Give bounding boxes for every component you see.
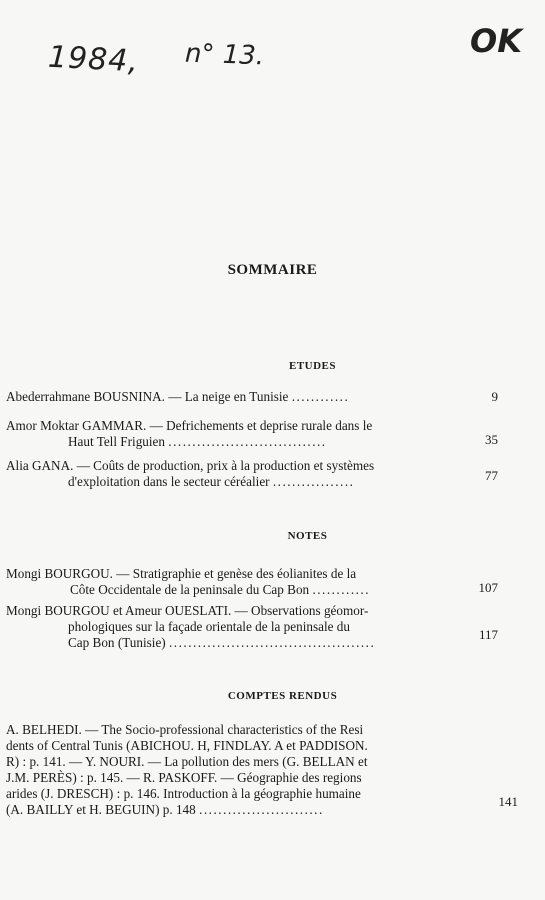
leader-dots: ............ — [312, 582, 370, 597]
handwritten-ok-mark: OK — [470, 22, 522, 60]
entry-text: R) : p. 141. — Y. NOURI. — La pollution des mers (G. BELLAN et — [6, 754, 368, 769]
entry-text: arides (J. DRESCH) : p. 146. Introduction à la géographie humaine — [6, 786, 361, 801]
handwritten-year: 1984, — [47, 39, 140, 80]
leader-dots: ........................................... — [169, 635, 376, 650]
leader-dots: .......................... — [199, 802, 324, 817]
leader-dots: ............ — [291, 389, 350, 404]
entry-text: A. BELHEDI. — The Socio-professional characteristics of the Resi — [6, 722, 364, 737]
section-heading-comptes-rendus: COMPTES RENDUS — [227, 690, 338, 702]
entry-line — [6, 566, 496, 582]
section-heading-notes: NOTES — [287, 530, 328, 542]
toc-entry[interactable] — [6, 566, 496, 598]
entry-line — [6, 770, 506, 786]
entry-text: Alia GANA. — Coûts de production, prix à la production et systèmes — [6, 458, 375, 473]
entry-text: (A. BAILLY et H. BEGUIN) p. 148 — [6, 802, 196, 817]
page-number: 77 — [485, 468, 498, 483]
entry-line — [6, 619, 496, 635]
page-number: 9 — [491, 389, 498, 404]
handwritten-issue-number: n° 13. — [184, 38, 265, 72]
entry-line — [6, 434, 496, 450]
entry-text: J.M. PERÈS) : p. 145. — R. PASKOFF. — Géographie des regions — [6, 770, 362, 785]
page-title: SOMMAIRE — [227, 262, 318, 278]
entry-line — [6, 474, 496, 490]
entry-line — [6, 786, 506, 802]
entry-line — [6, 722, 506, 738]
entry-text: dents of Central Tunis (ABICHOU. H, FINDLAY. A et PADDISON. — [6, 738, 368, 753]
entry-text: Amor Moktar GAMMAR. — Defrichements et deprise rurale dans le — [6, 418, 373, 433]
toc-entry[interactable] — [6, 603, 496, 651]
leader-dots: ................................. — [168, 434, 327, 449]
entry-text: Mongi BOURGOU et Ameur OUESLATI. — Observations géomor- — [6, 603, 369, 618]
page-number: 117 — [478, 627, 498, 642]
leader-dots: ................. — [272, 474, 355, 489]
entry-line — [6, 754, 506, 770]
entry-text: d'exploitation dans le secteur céréalier — [68, 474, 270, 489]
entry-line — [6, 458, 496, 474]
entry-text: Cap Bon (Tunisie) — [68, 635, 166, 650]
entry-line — [6, 418, 496, 434]
entry-text: Abederrahmane BOUSNINA. — La neige en Tunisie — [6, 389, 289, 404]
toc-entry[interactable] — [6, 389, 496, 405]
entry-line — [6, 389, 496, 405]
entry-line — [6, 603, 496, 619]
toc-entry[interactable] — [6, 418, 496, 450]
entry-line — [6, 738, 506, 754]
section-heading-etudes: ETUDES — [288, 360, 337, 372]
toc-entry[interactable] — [6, 722, 518, 818]
entry-text: phologiques sur la façade orientale de la peninsale du — [68, 619, 350, 634]
page-number: 141 — [498, 794, 518, 809]
entry-text: Haut Tell Friguien — [68, 434, 165, 449]
entry-line — [6, 802, 506, 818]
entry-text: Côte Occidentale de la peninsale du Cap Bon — [70, 582, 310, 597]
entry-line — [6, 582, 496, 598]
page-number: 35 — [485, 432, 498, 447]
entry-line — [6, 635, 496, 651]
toc-entry[interactable] — [6, 458, 496, 490]
entry-text: Mongi BOURGOU. — Stratigraphie et genèse des éolianites de la — [6, 566, 357, 581]
page-number: 107 — [478, 580, 498, 595]
